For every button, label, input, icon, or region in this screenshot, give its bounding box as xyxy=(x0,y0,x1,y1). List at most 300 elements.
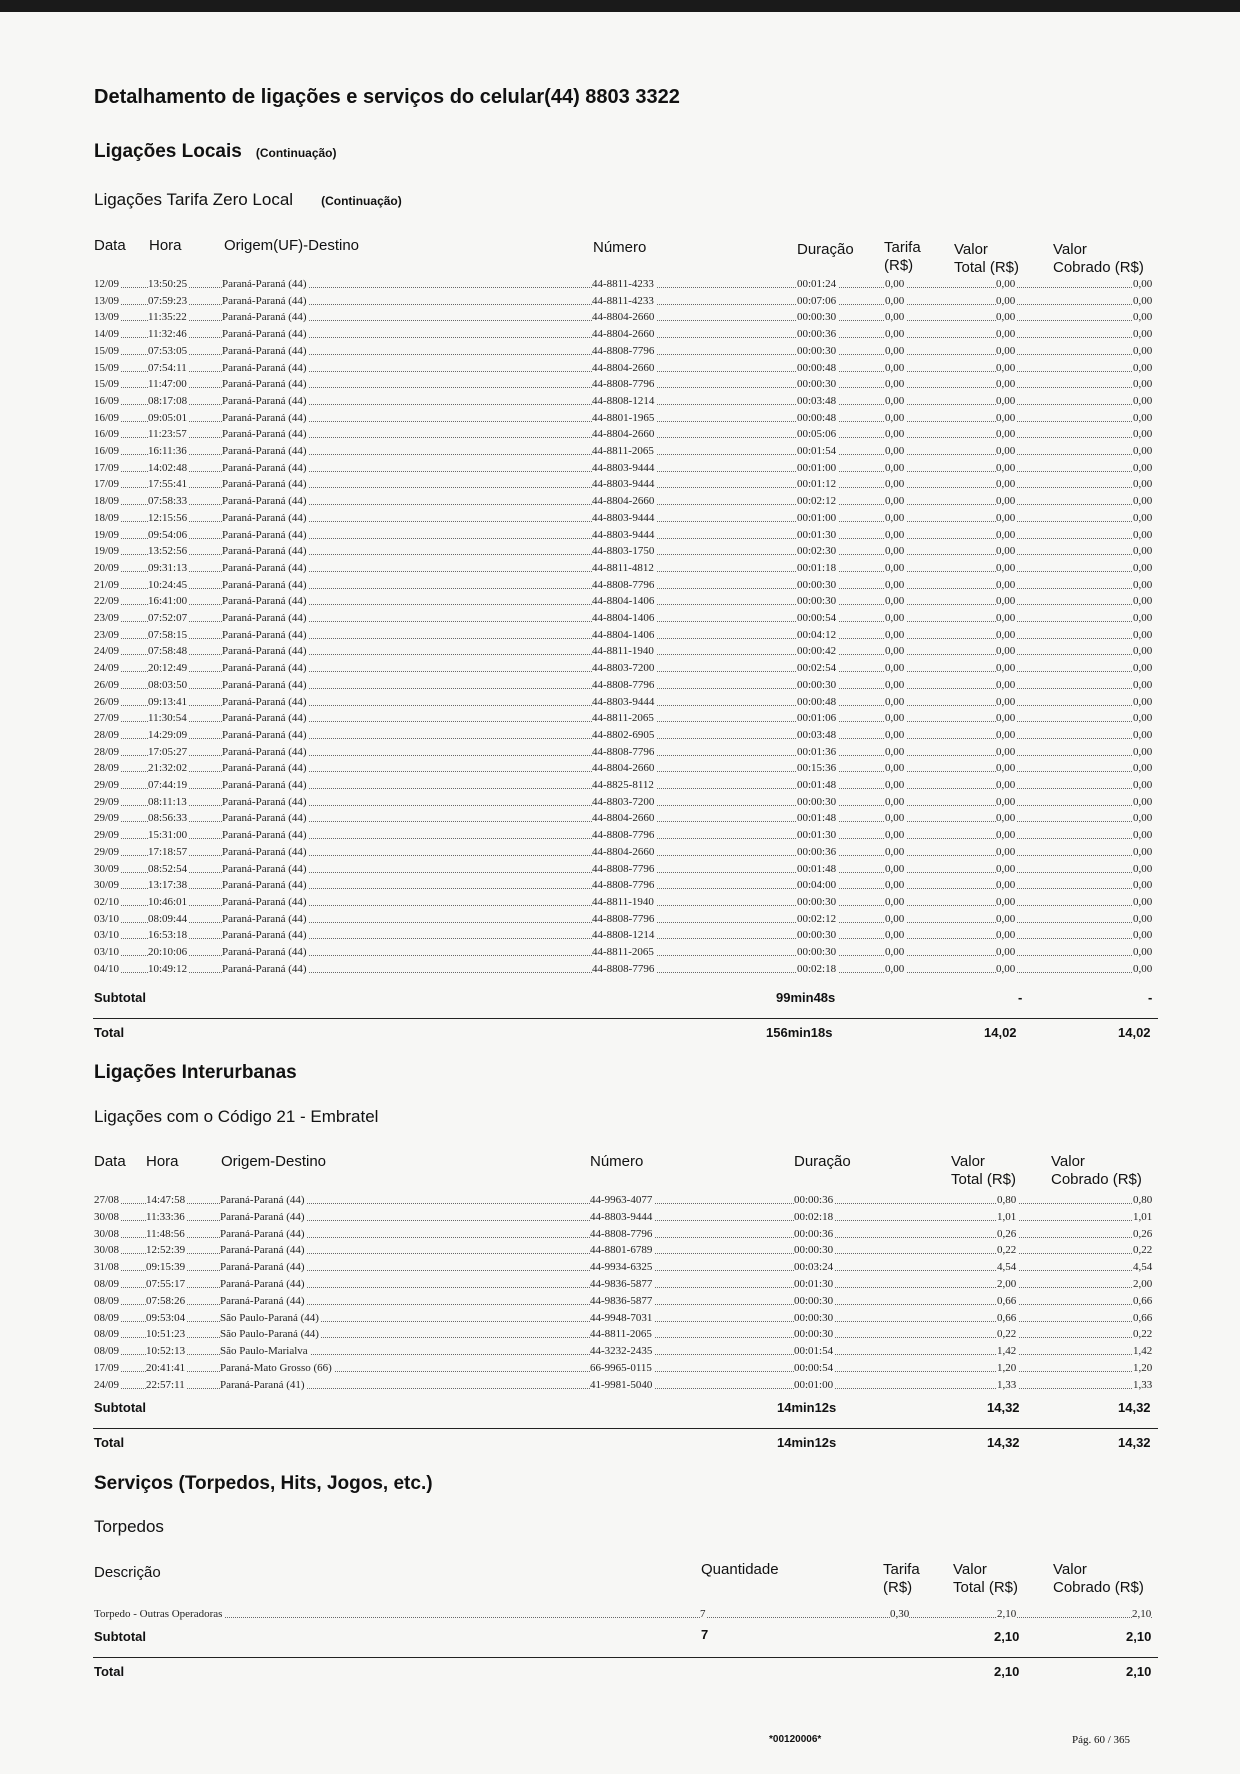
valor-total-cell: 0,00 xyxy=(996,929,1016,942)
numero-cell: 44-8804-2660 xyxy=(592,762,655,775)
table-row xyxy=(0,643,1240,659)
valor-cobrado-cell: 0,00 xyxy=(1133,561,1153,574)
hora-cell: 17:18:57 xyxy=(148,845,188,858)
servicos-total-valor-cobrado: 2,10 xyxy=(1126,1664,1152,1679)
header-hora: Hora xyxy=(149,237,182,254)
valor-total-cell: 0,00 xyxy=(996,762,1016,775)
numero-cell: 44-8808-7796 xyxy=(592,862,655,875)
duracao-cell: 00:01:00 xyxy=(797,461,837,474)
hora-cell: 10:52:13 xyxy=(146,1345,186,1358)
table-row xyxy=(0,476,1240,492)
valor-cobrado-cell: 0,00 xyxy=(1133,862,1153,875)
hora-cell: 09:54:06 xyxy=(148,528,188,541)
header-valor-cobrado-line1: Valor xyxy=(1053,241,1087,258)
valor-total-cell: 1,01 xyxy=(997,1210,1017,1223)
section-heading-interurbanas: Ligações Interurbanas xyxy=(94,1062,297,1083)
table-row xyxy=(0,1326,1240,1342)
valor-total-cell: 0,00 xyxy=(996,344,1016,357)
header-valor-cobrado-line2: Cobrado (R$) xyxy=(1051,1171,1142,1188)
numero-cell: 44-8801-1965 xyxy=(592,411,655,424)
valor-total-cell: 0,00 xyxy=(996,728,1016,741)
origem-cell: Paraná-Paraná (44) xyxy=(222,578,307,591)
tarifa-cell: 0,00 xyxy=(885,511,905,524)
tarifa-cell: 0,00 xyxy=(885,278,905,290)
header-valor-total-line2: Total (R$) xyxy=(953,1579,1019,1596)
valor-cobrado-cell: 0,00 xyxy=(1133,929,1153,942)
hora-cell: 07:53:05 xyxy=(148,344,188,357)
header-tarifa xyxy=(884,239,921,275)
valor-total-cell: 0,66 xyxy=(997,1311,1017,1324)
hora-cell: 11:35:22 xyxy=(148,311,187,324)
numero-cell: 44-8808-7796 xyxy=(592,962,655,975)
numero-cell: 44-8808-7796 xyxy=(592,578,655,591)
tarifa-cell: 0,00 xyxy=(885,812,905,825)
origem-cell: Paraná-Paraná (44) xyxy=(220,1294,305,1307)
locais-subtotal-valor-cobrado: - xyxy=(1148,990,1153,1005)
valor-total-cell: 1,33 xyxy=(997,1378,1017,1391)
tarifa-cell: 0,00 xyxy=(885,495,905,508)
origem-cell: Paraná-Paraná (44) xyxy=(220,1194,305,1206)
data-cell: 23/09 xyxy=(94,612,120,624)
valor-total-cell: 0,00 xyxy=(996,779,1016,791)
valor-total-cell: 0,00 xyxy=(996,712,1016,725)
data-cell: 19/09 xyxy=(94,545,120,558)
valor-total-cell: 0,00 xyxy=(996,461,1016,474)
tarifa-cell: 0,00 xyxy=(885,645,905,658)
header-valor-cobrado-line2: Cobrado (R$) xyxy=(1053,1579,1144,1596)
valor-cobrado-cell: 0,00 xyxy=(1133,595,1153,608)
valor-total-cell: 0,22 xyxy=(997,1244,1017,1257)
subsection-heading-torpedos: Torpedos xyxy=(94,1517,164,1536)
duracao-cell: 00:01:18 xyxy=(797,561,837,574)
valor-total-cell: 0,22 xyxy=(997,1328,1017,1341)
numero-cell: 44-8808-7796 xyxy=(592,678,655,691)
table-row xyxy=(0,393,1240,409)
hora-cell: 08:03:50 xyxy=(148,678,188,691)
tarifa-cell: 0,00 xyxy=(885,962,905,975)
header-origem: Origem-Destino xyxy=(221,1153,327,1170)
page-number: Pág. 60 / 365 xyxy=(1072,1734,1131,1746)
duracao-cell: 00:01:00 xyxy=(794,1378,834,1391)
duracao-cell: 00:02:12 xyxy=(797,912,837,925)
numero-cell: 44-8804-1406 xyxy=(592,628,655,641)
data-cell: 30/08 xyxy=(94,1227,120,1240)
tarifa-cell: 0,30 xyxy=(890,1608,910,1620)
tarifa-cell: 0,00 xyxy=(885,344,905,357)
hora-cell: 09:53:04 xyxy=(146,1311,186,1324)
origem-cell: Paraná-Paraná (44) xyxy=(222,511,307,524)
numero-cell: 44-8803-9444 xyxy=(592,511,655,524)
valor-cobrado-cell: 0,00 xyxy=(1133,278,1153,290)
data-cell: 15/09 xyxy=(94,361,120,374)
duracao-cell: 00:00:36 xyxy=(797,845,837,858)
header-valor-total-line1: Valor xyxy=(951,1153,985,1170)
duracao-cell: 00:01:54 xyxy=(797,445,837,457)
table-row xyxy=(0,927,1240,943)
hora-cell: 08:17:08 xyxy=(148,394,188,407)
valor-cobrado-cell: 0,00 xyxy=(1133,628,1153,641)
data-cell: 16/09 xyxy=(94,445,120,457)
numero-cell: 44-8808-7796 xyxy=(590,1227,653,1240)
duracao-cell: 00:04:00 xyxy=(797,879,837,892)
hora-cell: 07:44:19 xyxy=(148,779,188,791)
header-valor-total xyxy=(953,1561,1018,1597)
locais-subtotal-valor-total: - xyxy=(1018,990,1023,1005)
origem-cell: Paraná-Paraná (44) xyxy=(222,428,307,441)
numero-cell: 44-8804-1406 xyxy=(592,612,655,624)
valor-cobrado-cell: 2,00 xyxy=(1133,1278,1153,1290)
numero-cell: 44-8808-7796 xyxy=(592,829,655,842)
tarifa-cell: 0,00 xyxy=(885,745,905,758)
data-cell: 13/09 xyxy=(94,311,120,324)
valor-total-cell: 0,00 xyxy=(996,678,1016,691)
tarifa-cell: 0,00 xyxy=(885,662,905,675)
data-cell: 15/09 xyxy=(94,378,120,391)
table-row xyxy=(0,760,1240,776)
hora-cell: 07:55:17 xyxy=(146,1278,186,1290)
hora-cell: 20:12:49 xyxy=(148,662,188,675)
origem-cell: Paraná-Paraná (44) xyxy=(222,762,307,775)
numero-cell: 44-9948-7031 xyxy=(590,1311,653,1324)
numero-cell: 44-8808-7796 xyxy=(592,912,655,925)
hora-cell: 12:52:39 xyxy=(146,1244,186,1257)
numero-cell: 44-8803-1750 xyxy=(592,545,655,558)
numero-cell: 44-8811-4233 xyxy=(592,294,654,307)
tarifa-cell: 0,00 xyxy=(885,712,905,725)
tarifa-cell: 0,00 xyxy=(885,478,905,491)
origem-cell: Paraná-Paraná (44) xyxy=(222,528,307,541)
data-cell: 13/09 xyxy=(94,294,120,307)
subsection-heading-embratel: Ligações com o Código 21 - Embratel xyxy=(94,1107,379,1126)
numero-cell: 44-8803-9444 xyxy=(592,478,655,491)
tarifa-cell: 0,00 xyxy=(885,845,905,858)
duracao-cell: 00:00:36 xyxy=(797,328,837,341)
hora-cell: 16:53:18 xyxy=(148,929,188,942)
tarifa-cell: 0,00 xyxy=(885,545,905,558)
valor-cobrado-cell: 0,00 xyxy=(1133,946,1153,958)
hora-cell: 09:15:39 xyxy=(146,1261,186,1274)
valor-total-cell: 0,00 xyxy=(996,545,1016,558)
valor-cobrado-cell: 0,00 xyxy=(1133,394,1153,407)
header-tarifa-line2: (R$) xyxy=(883,1579,913,1596)
data-cell: 22/09 xyxy=(94,595,120,608)
valor-total-cell: 0,00 xyxy=(996,511,1016,524)
table-row xyxy=(0,360,1240,376)
header-tarifa-line2: (R$) xyxy=(884,257,914,274)
hora-cell: 11:33:36 xyxy=(146,1210,185,1223)
origem-cell: Paraná-Paraná (44) xyxy=(220,1278,305,1290)
interurbanas-call-list xyxy=(0,1192,1240,1402)
hora-cell: 07:59:23 xyxy=(148,294,188,307)
hora-cell: 09:13:41 xyxy=(148,695,188,708)
valor-cobrado-cell: 0,00 xyxy=(1133,461,1153,474)
numero-cell: 44-8804-2660 xyxy=(592,845,655,858)
valor-total-cell: 0,00 xyxy=(996,278,1016,290)
document-control-code: *00120006* xyxy=(769,1734,822,1745)
duracao-cell: 00:01:12 xyxy=(797,478,837,491)
table-row xyxy=(0,326,1240,342)
valor-cobrado-cell: 1,33 xyxy=(1133,1378,1153,1391)
tarifa-cell: 0,00 xyxy=(885,728,905,741)
valor-total-cell: 0,00 xyxy=(996,445,1016,457)
table-row xyxy=(0,1192,1240,1208)
data-cell: 16/09 xyxy=(94,411,120,424)
data-cell: 30/08 xyxy=(94,1244,120,1257)
valor-cobrado-cell: 0,00 xyxy=(1133,445,1153,457)
locais-total-label: Total xyxy=(94,1025,125,1040)
table-row xyxy=(0,1293,1240,1309)
duracao-cell: 00:01:06 xyxy=(797,712,837,725)
valor-cobrado-cell: 0,00 xyxy=(1133,361,1153,374)
numero-cell: 44-8808-1214 xyxy=(592,929,655,942)
duracao-cell: 00:00:30 xyxy=(797,946,837,958)
interurbanas-total-label: Total xyxy=(94,1435,125,1450)
hora-cell: 07:58:15 xyxy=(148,628,188,641)
tarifa-cell: 0,00 xyxy=(885,595,905,608)
tarifa-cell: 0,00 xyxy=(885,361,905,374)
header-valor-cobrado xyxy=(1051,1153,1142,1189)
header-valor-cobrado xyxy=(1053,1561,1144,1597)
data-cell: 16/09 xyxy=(94,394,120,407)
interurbanas-subtotal-valor-total: 14,32 xyxy=(987,1400,1020,1415)
valor-total-cell: 0,80 xyxy=(997,1194,1017,1206)
header-valor-total-line1: Valor xyxy=(954,241,988,258)
data-cell: 08/09 xyxy=(94,1294,120,1307)
origem-cell: Paraná-Paraná (44) xyxy=(222,728,307,741)
header-valor-total-line2: Total (R$) xyxy=(954,259,1020,276)
header-numero: Número xyxy=(590,1153,644,1170)
tarifa-cell: 0,00 xyxy=(885,895,905,908)
origem-cell: Paraná-Paraná (44) xyxy=(222,344,307,357)
numero-cell: 44-8811-4812 xyxy=(592,561,654,574)
servicos-divider xyxy=(93,1657,1158,1658)
origem-cell: Paraná-Paraná (44) xyxy=(222,829,307,842)
valor-cobrado-cell: 0,22 xyxy=(1133,1244,1153,1257)
page-title: Detalhamento de ligações e serviços do celular(44) 8803 3322 xyxy=(94,86,680,108)
numero-cell: 44-8811-2065 xyxy=(590,1328,652,1341)
origem-cell: Paraná-Paraná (44) xyxy=(220,1244,305,1257)
hora-cell: 15:31:00 xyxy=(148,829,188,842)
valor-cobrado-cell: 0,00 xyxy=(1133,578,1153,591)
table-row xyxy=(0,343,1240,359)
valor-cobrado-cell: 0,00 xyxy=(1133,795,1153,808)
data-cell: 24/09 xyxy=(94,1378,120,1391)
data-cell: 18/09 xyxy=(94,495,120,508)
hora-cell: 08:09:44 xyxy=(148,912,188,925)
locais-divider xyxy=(93,1018,1158,1019)
valor-total-cell: 0,00 xyxy=(996,895,1016,908)
hora-cell: 08:52:54 xyxy=(148,862,188,875)
tarifa-cell: 0,00 xyxy=(885,946,905,958)
tarifa-cell: 0,00 xyxy=(885,929,905,942)
numero-cell: 44-8808-7796 xyxy=(592,745,655,758)
valor-total-cell: 0,00 xyxy=(996,879,1016,892)
table-row xyxy=(0,827,1240,843)
table-row xyxy=(0,911,1240,927)
valor-cobrado-cell: 0,00 xyxy=(1133,845,1153,858)
duracao-cell: 00:00:30 xyxy=(797,578,837,591)
tarifa-cell: 0,00 xyxy=(885,862,905,875)
duracao-cell: 00:01:48 xyxy=(797,779,837,791)
data-cell: 29/09 xyxy=(94,845,120,858)
origem-cell: Paraná-Paraná (44) xyxy=(222,628,307,641)
duracao-cell: 00:03:48 xyxy=(797,394,837,407)
valor-cobrado-cell: 0,00 xyxy=(1133,311,1153,324)
servicos-subtotal-label: Subtotal xyxy=(94,1629,146,1644)
table-row xyxy=(0,777,1240,793)
table-row xyxy=(0,293,1240,309)
data-cell: 28/09 xyxy=(94,762,120,775)
origem-cell: Paraná-Paraná (44) xyxy=(222,361,307,374)
valor-cobrado-cell: 0,00 xyxy=(1133,712,1153,725)
table-row xyxy=(0,710,1240,726)
numero-cell: 44-8811-2065 xyxy=(592,445,654,457)
header-duracao: Duração xyxy=(794,1153,851,1170)
valor-cobrado-cell: 0,66 xyxy=(1133,1294,1153,1307)
hora-cell: 11:48:56 xyxy=(146,1227,185,1240)
valor-total-cell: 0,00 xyxy=(996,428,1016,441)
numero-cell: 44-9963-4077 xyxy=(590,1194,653,1206)
origem-cell: Paraná-Paraná (44) xyxy=(222,461,307,474)
origem-cell: Paraná-Paraná (44) xyxy=(222,311,307,324)
tarifa-cell: 0,00 xyxy=(885,762,905,775)
origem-cell: Paraná-Paraná (44) xyxy=(222,712,307,725)
valor-total-cell: 0,00 xyxy=(996,478,1016,491)
numero-cell: 66-9965-0115 xyxy=(590,1362,652,1374)
table-row xyxy=(0,1377,1240,1393)
valor-total-cell: 4,54 xyxy=(997,1261,1017,1274)
hora-cell: 11:32:46 xyxy=(148,328,187,341)
table-row xyxy=(0,309,1240,325)
hora-cell: 10:49:12 xyxy=(148,962,188,975)
hora-cell: 11:23:57 xyxy=(148,428,187,441)
hora-cell: 21:32:02 xyxy=(148,762,188,775)
duracao-cell: 00:01:48 xyxy=(797,862,837,875)
table-row xyxy=(0,844,1240,860)
data-cell: 17/09 xyxy=(94,461,120,474)
numero-cell: 44-8803-9444 xyxy=(590,1210,653,1223)
origem-cell: Paraná-Paraná (44) xyxy=(222,662,307,675)
valor-cobrado-cell: 0,00 xyxy=(1133,511,1153,524)
data-cell: 18/09 xyxy=(94,511,120,524)
tarifa-cell: 0,00 xyxy=(885,779,905,791)
hora-cell: 11:47:00 xyxy=(148,378,187,391)
header-numero: Número xyxy=(593,239,647,256)
section-heading-locais-note: (Continuação) xyxy=(255,146,337,160)
data-cell: 03/10 xyxy=(94,946,120,958)
duracao-cell: 00:00:48 xyxy=(797,361,837,374)
table-row xyxy=(0,493,1240,509)
hora-cell: 11:30:54 xyxy=(148,712,187,725)
numero-cell: 44-8803-7200 xyxy=(592,662,655,675)
table-row xyxy=(0,1276,1240,1292)
duracao-cell: 00:00:48 xyxy=(797,411,837,424)
numero-cell: 44-8801-6789 xyxy=(590,1244,653,1257)
header-tarifa xyxy=(883,1561,920,1597)
valor-cobrado-cell: 0,00 xyxy=(1133,612,1153,624)
locais-call-list xyxy=(0,276,1240,976)
numero-cell: 44-8804-2660 xyxy=(592,495,655,508)
data-cell: 08/09 xyxy=(94,1278,120,1290)
valor-total-cell: 2,00 xyxy=(997,1278,1017,1290)
data-cell: 15/09 xyxy=(94,344,120,357)
data-cell: 04/10 xyxy=(94,962,120,975)
hora-cell: 20:41:41 xyxy=(146,1362,186,1374)
valor-cobrado-cell: 0,00 xyxy=(1133,962,1153,975)
duracao-cell: 00:00:30 xyxy=(794,1244,834,1257)
header-valor-cobrado xyxy=(1053,241,1144,277)
table-row xyxy=(0,744,1240,760)
valor-total-cell: 0,00 xyxy=(996,795,1016,808)
table-row xyxy=(0,593,1240,609)
numero-cell: 44-8825-8112 xyxy=(592,779,654,791)
data-cell: 23/09 xyxy=(94,628,120,641)
hora-cell: 07:54:11 xyxy=(148,361,187,374)
tarifa-cell: 0,00 xyxy=(885,528,905,541)
valor-cobrado-cell: 0,00 xyxy=(1133,328,1153,341)
header-data: Data xyxy=(94,1153,126,1170)
origem-cell: Paraná-Paraná (44) xyxy=(222,612,307,624)
duracao-cell: 00:01:54 xyxy=(794,1345,834,1358)
hora-cell: 14:02:48 xyxy=(148,461,188,474)
data-cell: 19/09 xyxy=(94,528,120,541)
tarifa-cell: 0,00 xyxy=(885,461,905,474)
origem-cell: Paraná-Paraná (44) xyxy=(222,845,307,858)
valor-cobrado-cell: 0,00 xyxy=(1133,912,1153,925)
duracao-cell: 00:02:18 xyxy=(794,1210,834,1223)
numero-cell: 44-8808-1214 xyxy=(592,394,655,407)
hora-cell: 14:29:09 xyxy=(148,728,188,741)
duracao-cell: 00:02:30 xyxy=(797,545,837,558)
origem-cell: Paraná-Paraná (44) xyxy=(222,545,307,558)
data-cell: 30/09 xyxy=(94,879,120,892)
data-cell: 20/09 xyxy=(94,561,120,574)
table-row xyxy=(0,1360,1240,1376)
data-cell: 08/09 xyxy=(94,1328,120,1341)
data-cell: 31/08 xyxy=(94,1261,120,1274)
valor-total-cell: 0,00 xyxy=(996,311,1016,324)
numero-cell: 44-3232-2435 xyxy=(590,1345,653,1358)
duracao-cell: 00:00:36 xyxy=(794,1194,834,1206)
valor-cobrado-cell: 2,10 xyxy=(1132,1608,1152,1620)
table-row xyxy=(0,810,1240,826)
table-row xyxy=(0,660,1240,676)
duracao-cell: 00:00:30 xyxy=(794,1311,834,1324)
duracao-cell: 00:07:06 xyxy=(797,294,837,307)
table-row xyxy=(0,961,1240,977)
valor-total-cell: 0,00 xyxy=(996,946,1016,958)
data-cell: 24/09 xyxy=(94,662,120,675)
hora-cell: 14:47:58 xyxy=(146,1194,186,1206)
table-row xyxy=(0,794,1240,810)
header-origem: Origem(UF)-Destino xyxy=(224,237,360,254)
hora-cell: 10:24:45 xyxy=(148,578,188,591)
numero-cell: 44-8804-2660 xyxy=(592,361,655,374)
duracao-cell: 00:05:06 xyxy=(797,428,837,441)
tarifa-cell: 0,00 xyxy=(885,829,905,842)
valor-total-cell: 0,00 xyxy=(996,628,1016,641)
origem-cell: Paraná-Paraná (44) xyxy=(222,394,307,407)
duracao-cell: 00:00:54 xyxy=(797,612,837,624)
numero-cell: 44-8811-1940 xyxy=(592,895,654,908)
origem-cell: Paraná-Paraná (44) xyxy=(222,695,307,708)
servicos-item-list xyxy=(0,1606,1240,1624)
table-row xyxy=(0,610,1240,626)
table-row xyxy=(0,543,1240,559)
valor-total-cell: 0,00 xyxy=(996,812,1016,825)
quantidade-cell: 7 xyxy=(700,1608,706,1620)
origem-cell: Paraná-Paraná (44) xyxy=(222,478,307,491)
